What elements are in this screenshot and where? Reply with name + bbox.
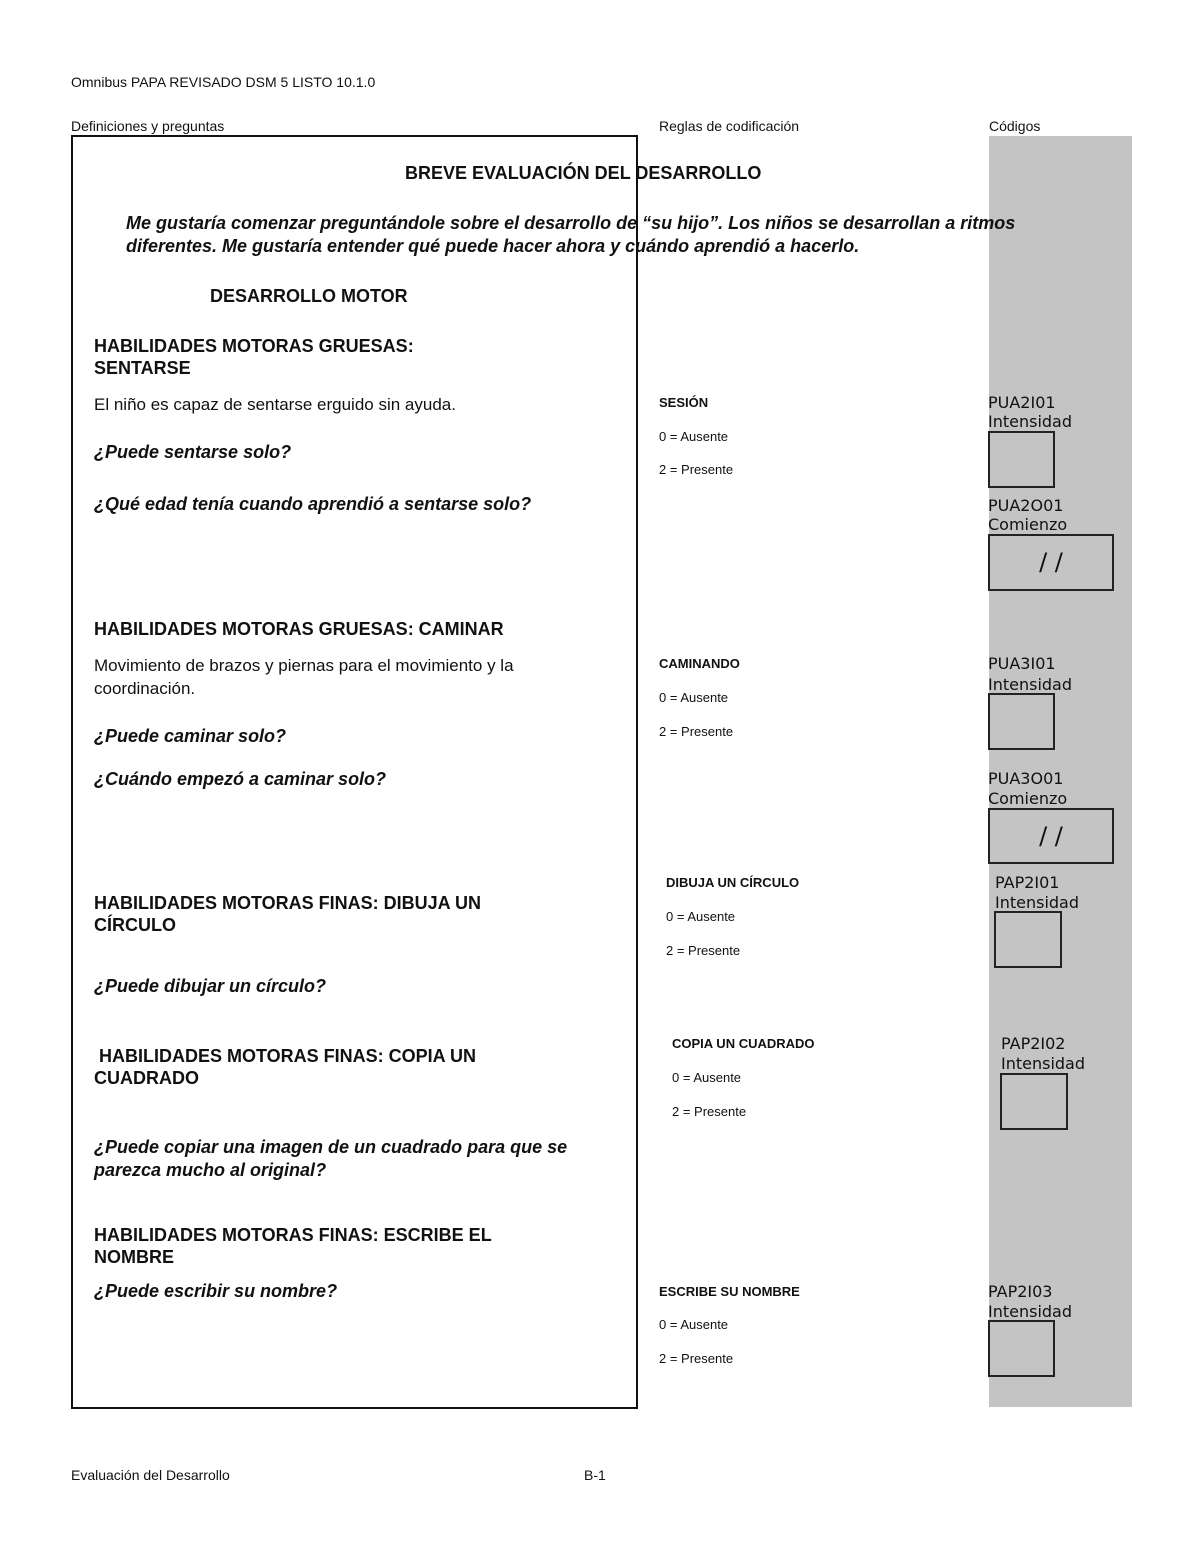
code-id: PAP2I02 — [1001, 1034, 1066, 1053]
column-header-rules: Reglas de codificación — [659, 118, 800, 134]
rule-option-absent: 0 = Ausente — [672, 1070, 742, 1085]
column-header-codes: Códigos — [989, 118, 1041, 134]
item-heading: HABILIDADES MOTORAS GRUESAS: — [94, 336, 414, 356]
item-question: ¿Qué edad tenía cuando aprendió a sentarse solo? — [94, 494, 532, 514]
item-question: ¿Puede dibujar un círculo? — [94, 976, 327, 996]
item-heading: HABILIDADES MOTORAS GRUESAS: CAMINAR — [94, 619, 504, 639]
rule-title: COPIA UN CUADRADO — [672, 1036, 815, 1051]
code-label: Intensidad — [1001, 1054, 1086, 1073]
rule-option-present: 2 = Presente — [659, 1351, 734, 1366]
onset-date-input-box[interactable]: / / — [988, 808, 1114, 864]
item-definition: Movimiento de brazos y piernas para el movimiento y la — [94, 656, 514, 675]
rule-title: DIBUJA UN CÍRCULO — [666, 875, 800, 890]
code-label: Intensidad — [995, 893, 1080, 912]
code-id: PAP2I03 — [988, 1282, 1053, 1301]
onset-date-input-box[interactable]: / / — [988, 534, 1114, 591]
item-question: ¿Puede sentarse solo? — [94, 442, 292, 462]
item-question: ¿Puede escribir su nombre? — [94, 1281, 338, 1301]
intro-line-1: Me gustaría comenzar preguntándole sobre el desarrollo de “su hijo”. Los niños se desarrollan a ritmos — [126, 213, 1016, 233]
rule-option-present: 2 = Presente — [666, 943, 741, 958]
rule-option-absent: 0 = Ausente — [659, 1317, 729, 1332]
item-heading: SENTARSE — [94, 358, 191, 378]
item-heading: CÍRCULO — [94, 915, 176, 935]
item-heading: HABILIDADES MOTORAS FINAS: ESCRIBE EL — [94, 1225, 492, 1245]
code-id: PUA3O01 — [988, 769, 1064, 788]
item-definition: coordinación. — [94, 679, 196, 698]
code-id: PAP2I01 — [995, 873, 1060, 892]
item-heading: CUADRADO — [94, 1068, 199, 1088]
rule-title: ESCRIBE SU NOMBRE — [659, 1284, 800, 1299]
rule-title: SESIÓN — [659, 395, 709, 410]
document-title: Omnibus PAPA REVISADO DSM 5 LISTO 10.1.0 — [71, 74, 376, 90]
rule-option-present: 2 = Presente — [659, 724, 734, 739]
item-heading: HABILIDADES MOTORAS FINAS: DIBUJA UN — [94, 893, 482, 913]
item-question: ¿Puede caminar solo? — [94, 726, 287, 746]
footer-section-name: Evaluación del Desarrollo — [71, 1467, 230, 1483]
intensity-input-box[interactable] — [994, 911, 1062, 968]
intensity-input-box[interactable] — [1000, 1073, 1068, 1130]
item-question: ¿Cuándo empezó a caminar solo? — [94, 769, 387, 789]
section-title: BREVE EVALUACIÓN DEL DESARROLLO — [405, 163, 762, 183]
code-id: PUA3I01 — [988, 654, 1056, 673]
code-id: PUA2I01 — [988, 393, 1056, 412]
code-label: Comienzo — [988, 789, 1068, 808]
intro-line-2: diferentes. Me gustaría entender qué puede hacer ahora y cuándo aprendió a hacerlo. — [126, 236, 860, 256]
item-question: parezca mucho al original? — [94, 1160, 327, 1180]
intensity-input-box[interactable] — [988, 693, 1055, 750]
item-heading: NOMBRE — [94, 1247, 174, 1267]
rule-option-present: 2 = Presente — [672, 1104, 747, 1119]
intensity-input-box[interactable] — [988, 1320, 1055, 1377]
item-definition: El niño es capaz de sentarse erguido sin ayuda. — [94, 395, 456, 414]
item-question: ¿Puede copiar una imagen de un cuadrado para que se — [94, 1137, 568, 1157]
code-label: Comienzo — [988, 515, 1068, 534]
column-header-definitions: Definiciones y preguntas — [71, 118, 225, 134]
section-subtitle: DESARROLLO MOTOR — [210, 286, 408, 306]
page-number: B-1 — [584, 1467, 606, 1483]
code-label: Intensidad — [988, 1302, 1073, 1321]
rule-option-absent: 0 = Ausente — [659, 429, 729, 444]
intensity-input-box[interactable] — [988, 431, 1055, 488]
code-id: PUA2O01 — [988, 496, 1064, 515]
rule-title: CAMINANDO — [659, 656, 740, 671]
code-label: Intensidad — [988, 412, 1073, 431]
rule-option-absent: 0 = Ausente — [666, 909, 736, 924]
rule-option-present: 2 = Presente — [659, 462, 734, 477]
rule-option-absent: 0 = Ausente — [659, 690, 729, 705]
item-heading: HABILIDADES MOTORAS FINAS: COPIA UN — [94, 1046, 477, 1066]
code-label: Intensidad — [988, 675, 1073, 694]
